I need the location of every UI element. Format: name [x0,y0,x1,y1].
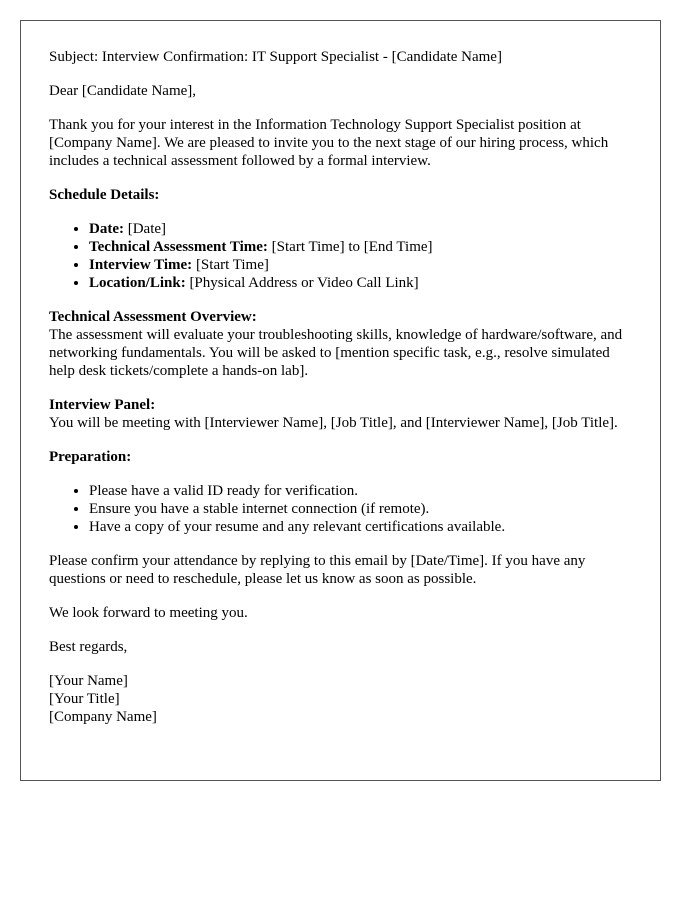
preparation-item: • Ensure you have a stable internet connection (if remote). [89,500,632,518]
sign-off: Best regards, [49,639,128,655]
schedule-item-location [89,274,632,292]
preparation-list [49,482,632,536]
assessment-heading: Technical Assessment Overview: [49,309,257,325]
schedule-label: Technical Assessment Time: [89,239,268,255]
schedule-item-assessment-time [89,238,632,256]
schedule-item-interview-time [89,256,632,274]
preparation-heading: Preparation: [49,449,132,465]
schedule-heading: Schedule Details: [49,187,160,203]
confirm-paragraph: Please confirm your attendance by replying to this email by [Date/Time]. If you have any questions or need to reschedule, please let us know as soon as possible. [49,553,586,587]
letter-container [20,20,661,781]
panel-paragraph: You will be meeting with [Interviewer Name], [Job Title], and [Interviewer Name], [Job Title]. [49,415,618,431]
signature-title: [Your Title] [49,691,120,707]
schedule-list [49,220,632,292]
intro-paragraph: Thank you for your interest in the Information Technology Support Specialist position at [Company Name]. We are pleased to invite you to the next stage of our hiring process, which includes a technical assessment followed by a formal interview. [49,117,609,169]
preparation-item: • Have a copy of your resume and any relevant certifications available. [89,518,632,536]
schedule-item-date [89,220,632,238]
panel-heading: Interview Panel: [49,397,156,413]
schedule-value: [Physical Address or Video Call Link] [185,275,419,291]
signature-name: [Your Name] [49,673,128,689]
closing-line: We look forward to meeting you. [49,605,248,621]
schedule-label: Location/Link: [89,275,186,291]
assessment-paragraph: The assessment will evaluate your troubleshooting skills, knowledge of hardware/software, and networking fundamentals. You will be asked to [mention specific task, e.g., resolve simulated help desk tickets/complete a hands-on lab]. [49,327,623,379]
preparation-item: • Please have a valid ID ready for verification. [89,482,632,500]
greeting: Dear [Candidate Name], [49,83,197,99]
subject-line: Subject: Interview Confirmation: IT Support Specialist - [Candidate Name] [49,49,502,65]
signature-company: [Company Name] [49,709,157,725]
schedule-label: Date: [89,221,124,237]
schedule-value: [Start Time] [192,257,269,273]
schedule-value: [Start Time] to [End Time] [267,239,433,255]
schedule-label: Interview Time: [89,257,193,273]
schedule-value: [Date] [123,221,167,237]
signature-block [49,672,632,726]
